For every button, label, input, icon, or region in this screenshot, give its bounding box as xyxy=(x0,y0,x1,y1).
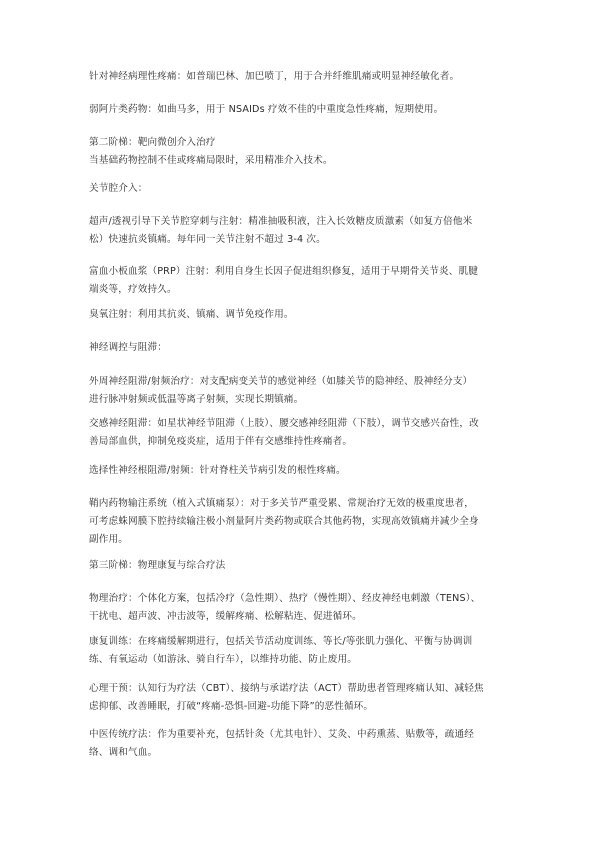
text-line: 超声/透视引导下关节腔穿刺与注射：精准抽吸积液，注入长效糖皮质激素（如复方倍他米 xyxy=(89,216,473,227)
paragraph-nerve-root xyxy=(89,462,515,480)
text-line: 臭氧注射：利用其抗炎、镇痛、调节免疫作用。 xyxy=(89,309,294,320)
text-line: 物理治疗：个体化方案，包括冷疗（急性期）、热疗（慢性期）、经皮神经电刺激（TENS）、 xyxy=(89,593,481,604)
text-line: 关节腔介入： xyxy=(89,183,148,194)
section-heading-stage-three xyxy=(89,557,515,575)
paragraph-tcm xyxy=(89,726,515,762)
text-line: 神经调控与阻滞： xyxy=(89,342,167,353)
text-line: 外周神经阻滞/射频治疗：对支配病变关节的感觉神经（如膝关节的隐神经、股神经分支） xyxy=(89,376,473,387)
text-line: 中医传统疗法：作为重要补充，包括针灸（尤其电针）、艾灸、中药熏蒸、贴敷等，疏通经 xyxy=(89,729,474,740)
text-line: 练、有氧运动（如游泳、骑自行车），以维持功能、防止废用。 xyxy=(89,654,358,665)
paragraph-guided-injection xyxy=(89,213,515,249)
paragraph-intrathecal-pump xyxy=(89,495,515,549)
text-line: 第三阶梯：物理康复与综合疗法 xyxy=(89,560,226,571)
subheading-joint-intervention xyxy=(89,180,515,198)
subheading-nerve-block xyxy=(89,339,515,357)
text-line: 康复训练：在疼痛缓解期进行，包括关节活动度训练、等长/等张肌力强化、平衡与协调训 xyxy=(89,636,473,647)
text-line: 富血小板血浆（PRP）注射：利用自身生长因子促进组织修复，适用于早期骨关节炎、肌腱 xyxy=(89,266,478,277)
text-line: 善局部血供，抑制免疫炎症，适用于伴有交感维持性疼痛者。 xyxy=(89,436,353,447)
text-line: 弱阿片类药物：如曲马多，用于 NSAIDs 疗效不佳的中重度急性疼痛，短期使用。 xyxy=(89,104,444,115)
text-line: 进行脉冲射频或低温等离子射频，实现长期镇痛。 xyxy=(89,394,304,405)
text-line: 第二阶梯：靶向微创介入治疗 xyxy=(89,137,216,148)
paragraph-weak-opioids xyxy=(89,101,515,119)
text-line: 副作用。 xyxy=(89,534,128,545)
paragraph-rehab-training xyxy=(89,633,515,669)
text-line: 选择性神经根阻滞/射频：针对脊柱关节病引发的根性疼痛。 xyxy=(89,465,346,476)
section-heading-stage-two xyxy=(89,134,515,170)
text-line: 鞘内药物输注系统（植入式镇痛泵）：对于多关节严重受累、常规治疗无效的极重度患者， xyxy=(89,498,474,509)
paragraph-ozone xyxy=(89,306,515,324)
paragraph-prp xyxy=(89,263,515,299)
text-line: 松）快速抗炎镇痛。每年同一关节注射不超过 3-4 次。 xyxy=(89,234,326,245)
text-line: 针对神经病理性疼痛：如普瑞巴林、加巴喷丁，用于合并纤维肌痛或明显神经敏化者。 xyxy=(89,71,460,82)
text-line: 交感神经阻滞：如星状神经节阻滞（上肢）、腰交感神经阻滞（下肢），调节交感兴奋性，改 xyxy=(89,418,479,429)
text-line: 虑抑郁、改善睡眠，打破“疼痛-恐惧-回避-功能下降”的恶性循环。 xyxy=(89,701,374,712)
paragraph-psych-intervention xyxy=(89,680,515,716)
paragraph-physical-therapy xyxy=(89,590,515,626)
text-line: 心理干预：认知行为疗法（CBT）、接纳与承诺疗法（ACT）帮助患者管理疼痛认知、减轻焦 xyxy=(89,683,484,694)
text-line: 当基础药物控制不佳或疼痛局限时，采用精准介入技术。 xyxy=(89,155,333,166)
paragraph-neuropathic-drugs xyxy=(89,68,515,86)
text-line: 络、调和气血。 xyxy=(89,747,158,758)
paragraph-sympathetic-block xyxy=(89,415,515,451)
paragraph-peripheral-block xyxy=(89,373,515,409)
text-line: 干扰电、超声波、冲击波等，缓解疼痛、松解粘连、促进循环。 xyxy=(89,611,362,622)
text-line: 端炎等，疗效持久。 xyxy=(89,284,177,295)
text-line: 可考虑蛛网膜下腔持续输注极小剂量阿片类药物或联合其他药物，实现高效镇痛并减少全身 xyxy=(89,516,479,527)
